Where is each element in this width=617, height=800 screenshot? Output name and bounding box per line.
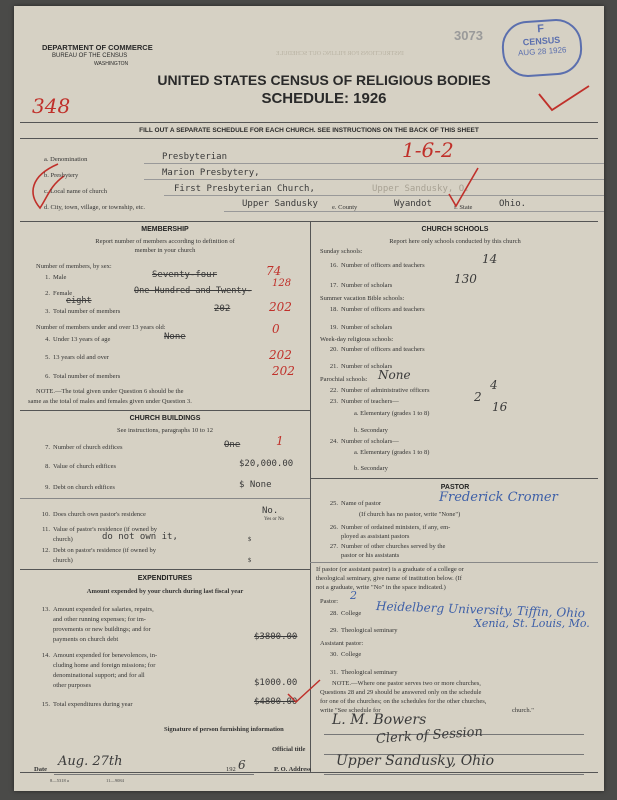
buildings-sub: See instructions, paragraphs 10 to 12 [116, 427, 214, 434]
q13-label-c: provements or new buildings; and for [53, 626, 151, 633]
college-handwritten: Heidelberg University, Tiffin, Ohio [375, 599, 586, 621]
q27-label-b: pastor or his assistants [341, 552, 400, 559]
year-label: 192 [226, 766, 236, 773]
q7-typed: One [224, 440, 241, 450]
department-label: DEPARTMENT OF COMMERCE [42, 43, 153, 52]
census-stamp [500, 17, 584, 78]
q22-handwritten: 4 [490, 378, 498, 392]
q9-typed: $ None [239, 480, 272, 490]
q30-label: College [341, 651, 362, 658]
q12-dollar: $ [248, 557, 252, 564]
county-value: Wyandot [394, 199, 432, 209]
membership-title: MEMBERSHIP [141, 226, 189, 233]
official-title-label: Official title [272, 746, 306, 753]
membership-note2: same as the total of males and females given under Question 3. [28, 398, 192, 405]
handwritten-number: 348 [32, 94, 71, 118]
q6-label: Total number of members [53, 373, 121, 380]
q25-sub: (If church has no pastor, write "None") [359, 511, 461, 518]
city-label: d. City, town, village, or township, etc. [44, 204, 146, 211]
q22-label: Number of administrative officers [341, 387, 430, 394]
sunday-label: Sunday schools: [320, 248, 363, 255]
q12-label-a: Debt on pastor's residence (if owned by [53, 547, 156, 554]
q2-typed: One Hundred and Twenty- [134, 286, 252, 296]
census-schedule-paper: DEPARTMENT OF COMMERCE BUREAU OF THE CENSUS WASHINGTON 3073 INSTRUCTIONS FOR FILLING OUT SCHEDULE UNITED STATES CENSUS OF RELIGIOUS BODIES SCHEDULE: 1926 348 F CENSUS AUG 28 1926 FILL OUT A SEPARATE SCHEDULE FOR EACH CHURCH. SEE INSTRUCTIONS ON THE BACK OF THIS SHEET 1-6-2 a. Denomination Presbyterian b. Presbytery Marion Presbytery, c. Local name of church First Presbyterian Church, Upper Sandusky, O. d. City, town, village, or township, etc. Upper Sandusky e. County Wyandot f. State Ohio. MEMBERSHIP Report number of members according to definition of member in your church Number of members, by sex: 1. Male Seventy-four 74 2. Female One Hundred and Twenty- eight 128 3. Total number of members 202 202 Number of members under and over 13 years old: 0 4. Under 13 years of age None 5. 13 years old and over 202 6. Total number of members 202 NOTE.—The total given under Question 6 should be the same as the total of males and females given under Question 3. CHURCH BUILDINGS See instructions, paragraphs 10 to 12 7. Number of church edifices One 1 8. Value of church edifices $20,000.00 9. Debt on church edifices $ None 10. Does church own pastor's residence No. Yes or No 11. Value of pastor's residence (if owned by church) do not own it, $ 12. Debt on pastor's residence (if owned by church) $ EXPENDITURES Amount expended by your church during last fiscal year 13. Amount expended for salaries, repairs, and other running expenses; for im- provements or new buildings; and for payments on church debt $3800.00 14. Amount expended for benevolences, in- cluding home and foreign missions; for denominational support; and for all other purposes $1000.00 15. Total expenditures during year $4800.00 CHURCH SCHOOLS Report here only schools conducted by this church Sunday schools: 16. Number of officers and teachers 14 17. Number of scholars 130 Summer vacation Bible schools: 18. Number of officers and teachers 19. Number of scholars Week-day religious schools: 20. Number of officers and teachers 21. Number of scholars Parochial schools: None 22. Number of administrative officers 4 23. Number of teachers— 2 a. Elementary (grades 1 to 8) 16 b. Secondary 24. Number of scholars— a. Elementary (grades 1 to 8) b. Secondary PASTOR 25. Name of pastor Frederick Cromer (If church has no pastor, write "None") 26. Number of ordained ministers, if any, em- ployed as assistant pastors 27. Number of other churches served by the pastor or his assistants If pastor (or assistant pastor) is a graduate of a college or theological seminary, give name of institution below. (If not a graduate, write "No" in the space indicated.) Pastor: 2 28. College Heidelberg University, Tiffin, Ohio 29. Theological seminary Xenia, St. Louis, Mo. Assistant pastor: 30. College 31. Theological seminary NOTE.—Where one pastor serves two or more churches, Questions 28 and 29 should be answered only on the schedule for one of the churches; on the schedules for the other churches, write "See schedule for church." Signature of person furnishing information L. M. Bowers Official title Clerk of Session Date Aug. 27th 192 6 P. O. Address Upper Sandusky, Ohio 8—5318 a 11—9084 [14, 6, 604, 791]
q27-label-a: Number of other churches served by the [341, 543, 446, 550]
q11-dollar: $ [248, 536, 252, 543]
q24a-label: a. Elementary (grades 1 to 8) [354, 449, 430, 456]
q11-label-b: church) [53, 536, 73, 543]
q25-label: Name of pastor [341, 500, 382, 507]
q6-handwritten: 202 [272, 364, 295, 378]
q29-label: Theological seminary [341, 627, 398, 634]
expenditures-title: EXPENDITURES [137, 575, 193, 582]
q4-typed: None [164, 332, 186, 342]
q3-typed: 202 [214, 304, 231, 314]
signature-handwritten: L. M. Bowers [332, 712, 427, 728]
church-name-label: c. Local name of church [44, 188, 107, 195]
q16-label: Number of officers and teachers [341, 262, 425, 269]
denomination-value: Presbyterian [162, 152, 228, 162]
vacation-label: Summer vacation Bible schools: [320, 295, 405, 302]
pastor-title: PASTOR [440, 484, 470, 491]
q17-handwritten: 130 [454, 272, 477, 286]
q10-typed: No. [262, 506, 279, 516]
q18-label: Number of officers and teachers [341, 306, 425, 313]
parochial-handwritten: None [378, 368, 411, 382]
q26-label-a: Number of ordained ministers, if any, em- [341, 524, 451, 531]
q14-label-b: cluding home and foreign missions; for [53, 662, 156, 669]
state-label: f. State [454, 204, 473, 211]
q20-label: Number of officers and teachers [341, 346, 425, 353]
serial-number: 3073 [454, 28, 483, 43]
pastor-note5: church." [512, 707, 534, 714]
q1-typed: Seventy-four [152, 270, 218, 280]
college-note1: If pastor (or assistant pastor) is a graduate of a college or [316, 566, 464, 573]
handwritten-code: 1-6-2 [402, 138, 454, 162]
address-label: P. O. Address [274, 766, 312, 773]
q9-label: Debt on church edifices [53, 484, 115, 491]
age-intro: Number of members under and over 13 years old: [36, 324, 166, 331]
signature-label: Signature of person furnishing information [164, 726, 284, 733]
q7-label: Number of church edifices [53, 444, 123, 451]
schedule-title: SCHEDULE: 1926 [261, 90, 387, 107]
official-title-handwritten: Clerk of Session [375, 724, 484, 747]
q16-handwritten: 14 [482, 252, 498, 266]
stamp-date: AUG 28 1926 [517, 45, 567, 58]
q15-label: Total expenditures during year [53, 701, 133, 708]
print-code-1: 8—5318 a [50, 778, 69, 783]
pastor-note4: write "See schedule for [320, 707, 381, 714]
q23b-label: b. Secondary [354, 427, 388, 434]
pastor-note2: Questions 28 and 29 should be answered only on the schedule [320, 689, 482, 696]
q23a-label: a. Elementary (grades 1 to 8) [354, 410, 430, 417]
q23-handwritten: 2 [474, 390, 482, 404]
membership-intro1: Report number of members according to definition of [95, 238, 235, 245]
college-note2: theological seminary, give name of institution below. (If [316, 575, 462, 582]
q13-label-a: Amount expended for salaries, repairs, [53, 606, 154, 613]
church-name-extra: Upper Sandusky, O. [372, 184, 470, 194]
q13-label-d: payments on church debt [53, 636, 119, 643]
q19-label: Number of scholars [341, 324, 393, 331]
q10-label: Does church own pastor's residence [53, 511, 146, 518]
date-label: Date [34, 766, 47, 773]
q11-typed: do not own it, [102, 532, 178, 542]
stamp-label: CENSUS [522, 34, 561, 48]
q2-label: Female [53, 290, 73, 297]
q8-label: Value of church edifices [53, 463, 116, 470]
county-check-icon [444, 166, 484, 211]
q11-label-a: Value of pastor's residence (if owned by [53, 526, 158, 533]
year-handwritten: 6 [238, 758, 246, 772]
pastor-note3: for one of the churches; on the schedules for the other churches, [320, 698, 487, 705]
q5-label: 13 years old and over [53, 354, 109, 361]
q31-label: Theological seminary [341, 669, 398, 676]
q3-label: Total number of members [53, 308, 121, 315]
q10-yesno: Yes or No [264, 517, 285, 522]
form-title: UNITED STATES CENSUS OF RELIGIOUS BODIES [157, 72, 491, 88]
seminary-handwritten: Xenia, St. Louis, Mo. [474, 617, 590, 630]
q4-handwritten: 0 [272, 322, 280, 336]
membership-intro2: member in your church [134, 247, 196, 254]
parochial-label: Parochial schools: [320, 376, 368, 383]
bureau-label: BUREAU OF THE CENSUS [52, 53, 128, 59]
pastor-label: Pastor: [320, 598, 339, 605]
address-handwritten: Upper Sandusky, Ohio [336, 753, 495, 769]
q8-typed: $20,000.00 [239, 459, 294, 469]
q14-label-c: denominational support; and for all [53, 672, 145, 679]
q26-label-b: ployed as assistant pastors [341, 533, 410, 540]
presbytery-label: b. Presbytery [44, 172, 79, 179]
city-value: Upper Sandusky [242, 199, 318, 209]
expense-check-icon [284, 678, 324, 704]
q28-number-handwritten: 2 [350, 589, 357, 602]
print-code-2: 11—9084 [106, 778, 124, 783]
q14-typed: $1000.00 [254, 678, 298, 688]
schools-title: CHURCH SCHOOLS [421, 226, 489, 233]
q4-label: Under 13 years of age [53, 336, 111, 343]
q24b-label: b. Secondary [354, 465, 388, 472]
assistant-label: Assistant pastor: [320, 640, 364, 647]
q15-typed: $4800.00 [254, 697, 298, 707]
q13-label-b: and other running expenses; for im- [53, 616, 146, 623]
expenditures-sub: Amount expended by your church during last fiscal year [86, 588, 244, 595]
q1-label: Male [53, 274, 67, 281]
college-note3: not a graduate, write "No" in the space indicated.) [316, 584, 446, 591]
date-handwritten: Aug. 27th [58, 754, 123, 769]
presbytery-value: Marion Presbytery, [162, 168, 260, 178]
pastor-name-handwritten: Frederick Cromer [439, 490, 558, 505]
q17-label: Number of scholars [341, 282, 393, 289]
q23a-handwritten: 16 [492, 400, 508, 414]
buildings-title: CHURCH BUILDINGS [129, 415, 201, 422]
q2-handwritten: 128 [272, 278, 292, 289]
weekday-label: Week-day religious schools: [320, 336, 394, 343]
q1-handwritten: 74 [266, 264, 282, 278]
check-mark-icon [534, 84, 594, 114]
state-value: Ohio. [499, 199, 527, 209]
q5-handwritten: 202 [269, 348, 292, 362]
q14-label-a: Amount expended for benevolences, in- [53, 652, 158, 659]
q12-label-b: church) [53, 557, 73, 564]
q24-label: Number of scholars— [341, 438, 399, 445]
denomination-label: a. Denomination [44, 156, 88, 163]
q7-handwritten: 1 [276, 434, 284, 448]
county-label: e. County [332, 204, 358, 211]
stamp-letter: F [536, 22, 545, 36]
q14-label-d: other purposes [53, 682, 92, 689]
church-name-value: First Presbyterian Church, [174, 184, 315, 194]
membership-note1: NOTE.—The total given under Question 6 should be the [36, 388, 184, 395]
mirror-text: INSTRUCTIONS FOR FILLING OUT SCHEDULE [276, 51, 404, 57]
q23-label: Number of teachers— [341, 398, 399, 405]
q21-label: Number of scholars [341, 363, 393, 370]
q2-typed-2: eight [66, 296, 92, 306]
schools-intro: Report here only schools conducted by this church [389, 238, 521, 245]
instruction-line: FILL OUT A SEPARATE SCHEDULE FOR EACH CHURCH. SEE INSTRUCTIONS ON THE BACK OF THIS SHEET [139, 127, 479, 134]
q3-handwritten: 202 [269, 300, 292, 314]
pastor-note1: NOTE.—Where one pastor serves two or more churches, [332, 680, 481, 687]
members-by-sex: Number of members, by sex: [36, 263, 112, 270]
q13-typed: $3800.00 [254, 632, 298, 642]
q28-label: College [341, 610, 362, 617]
city-label: WASHINGTON [94, 61, 129, 67]
